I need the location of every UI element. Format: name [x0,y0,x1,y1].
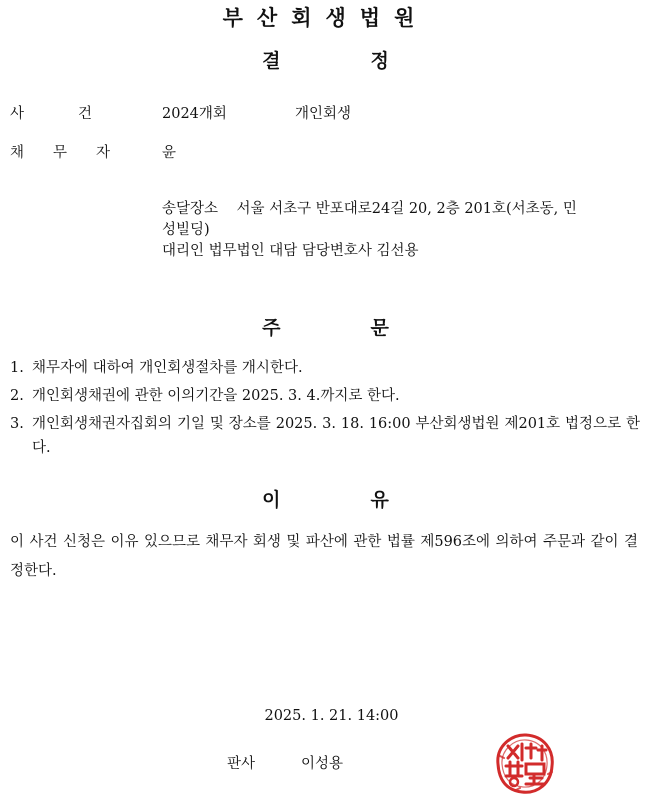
case-number: 2024개회 [162,106,227,122]
reason-title: 이 유 [262,489,389,511]
decision-title: 결 정 [262,50,389,72]
order-title: 주 문 [262,317,389,339]
order-item: 3. 개인회생채권자집회의 기일 및 장소를 2025. 3. 18. 16:00 부산회생법원 제201호 법정으로 한다. [10,416,640,456]
court-name: 부산회생법원 [222,6,429,30]
judge-title: 판사 [227,756,256,772]
service-address [162,199,640,241]
debtor-label: 채 무 자 [10,145,110,161]
service-address-line-2: 성빌딩) [162,222,210,238]
seal-icon [498,735,552,792]
order-item: 2. 개인회생채권에 관한 이의기간을 2025. 3. 4.까지로 한다. [10,388,400,404]
debtor-name: 윤 [162,145,177,161]
judge-name: 이성용 [301,756,344,772]
case-type: 개인회생 [295,106,352,122]
decision-date: 2025. 1. 21. 14:00 [264,708,399,724]
judge-signature [227,752,343,773]
judge-seal-stamp [488,728,560,798]
service-address-line-1: 송달장소 서울 서초구 반포대로24길 20, 2층 201호(서초동, 민 [162,201,577,217]
reason-text: 이 사건 신청은 이유 있으므로 채무자 회생 및 파산에 관한 법률 제596조에 의하여 주문과 같이 결정한다. [10,534,638,579]
order-item: 1. 채무자에 대하여 개인회생절차를 개시한다. [10,360,303,376]
order-list [10,356,640,464]
case-label: 사 건 [10,106,92,122]
agent: 대리인 법무법인 대담 담당변호사 김선용 [162,243,419,259]
